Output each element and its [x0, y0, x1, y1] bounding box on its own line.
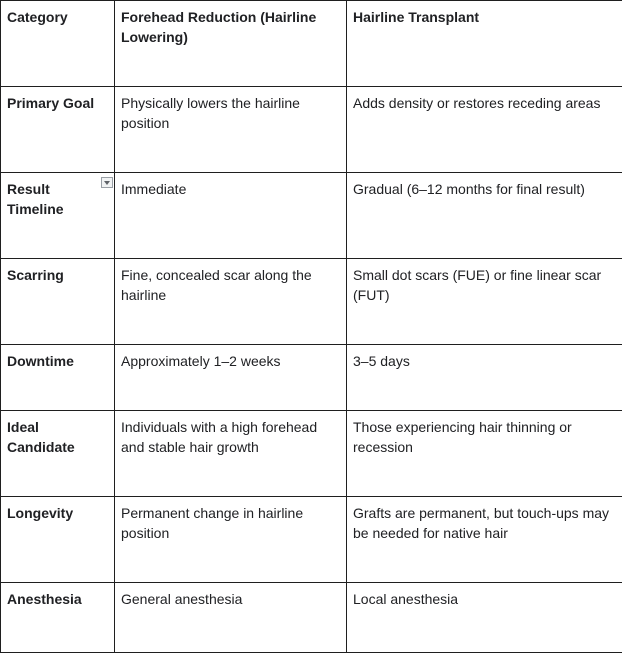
transplant-cell: Gradual (6–12 months for final result) [347, 173, 622, 259]
transplant-cell: Local anesthesia [347, 583, 622, 653]
row-category-cell: Scarring [1, 259, 115, 345]
transplant-cell: Grafts are permanent, but touch-ups may be needed for native hair [347, 497, 622, 583]
forehead-cell: Immediate [115, 173, 347, 259]
table-row [1, 259, 622, 345]
row-category-cell [1, 173, 115, 259]
forehead-cell: Approximately 1–2 weeks [115, 345, 347, 411]
table-row [1, 87, 622, 173]
table-row [1, 411, 622, 497]
row-category-cell: Primary Goal [1, 87, 115, 173]
forehead-cell: General anesthesia [115, 583, 347, 653]
table-header-row [1, 1, 622, 87]
transplant-cell: Small dot scars (FUE) or fine linear scar (FUT) [347, 259, 622, 345]
row-category-cell: Downtime [1, 345, 115, 411]
forehead-cell: Individuals with a high forehead and stable hair growth [115, 411, 347, 497]
transplant-cell: Those experiencing hair thinning or recession [347, 411, 622, 497]
table-row [1, 173, 622, 259]
row-category-cell: Ideal Candidate [1, 411, 115, 497]
transplant-cell: Adds density or restores receding areas [347, 87, 622, 173]
table-row [1, 345, 622, 411]
forehead-cell: Fine, concealed scar along the hairline [115, 259, 347, 345]
transplant-cell: 3–5 days [347, 345, 622, 411]
forehead-cell: Physically lowers the hairline position [115, 87, 347, 173]
chevron-down-icon[interactable] [101, 177, 113, 188]
row-category-label: Result Timeline [7, 181, 64, 217]
header-forehead-reduction: Forehead Reduction (Hairline Lowering) [115, 1, 347, 87]
table-row [1, 583, 622, 653]
header-category: Category [1, 1, 115, 87]
header-hairline-transplant: Hairline Transplant [347, 1, 622, 87]
row-category-cell: Longevity [1, 497, 115, 583]
table-row [1, 497, 622, 583]
row-category-cell: Anesthesia [1, 583, 115, 653]
forehead-cell: Permanent change in hairline position [115, 497, 347, 583]
